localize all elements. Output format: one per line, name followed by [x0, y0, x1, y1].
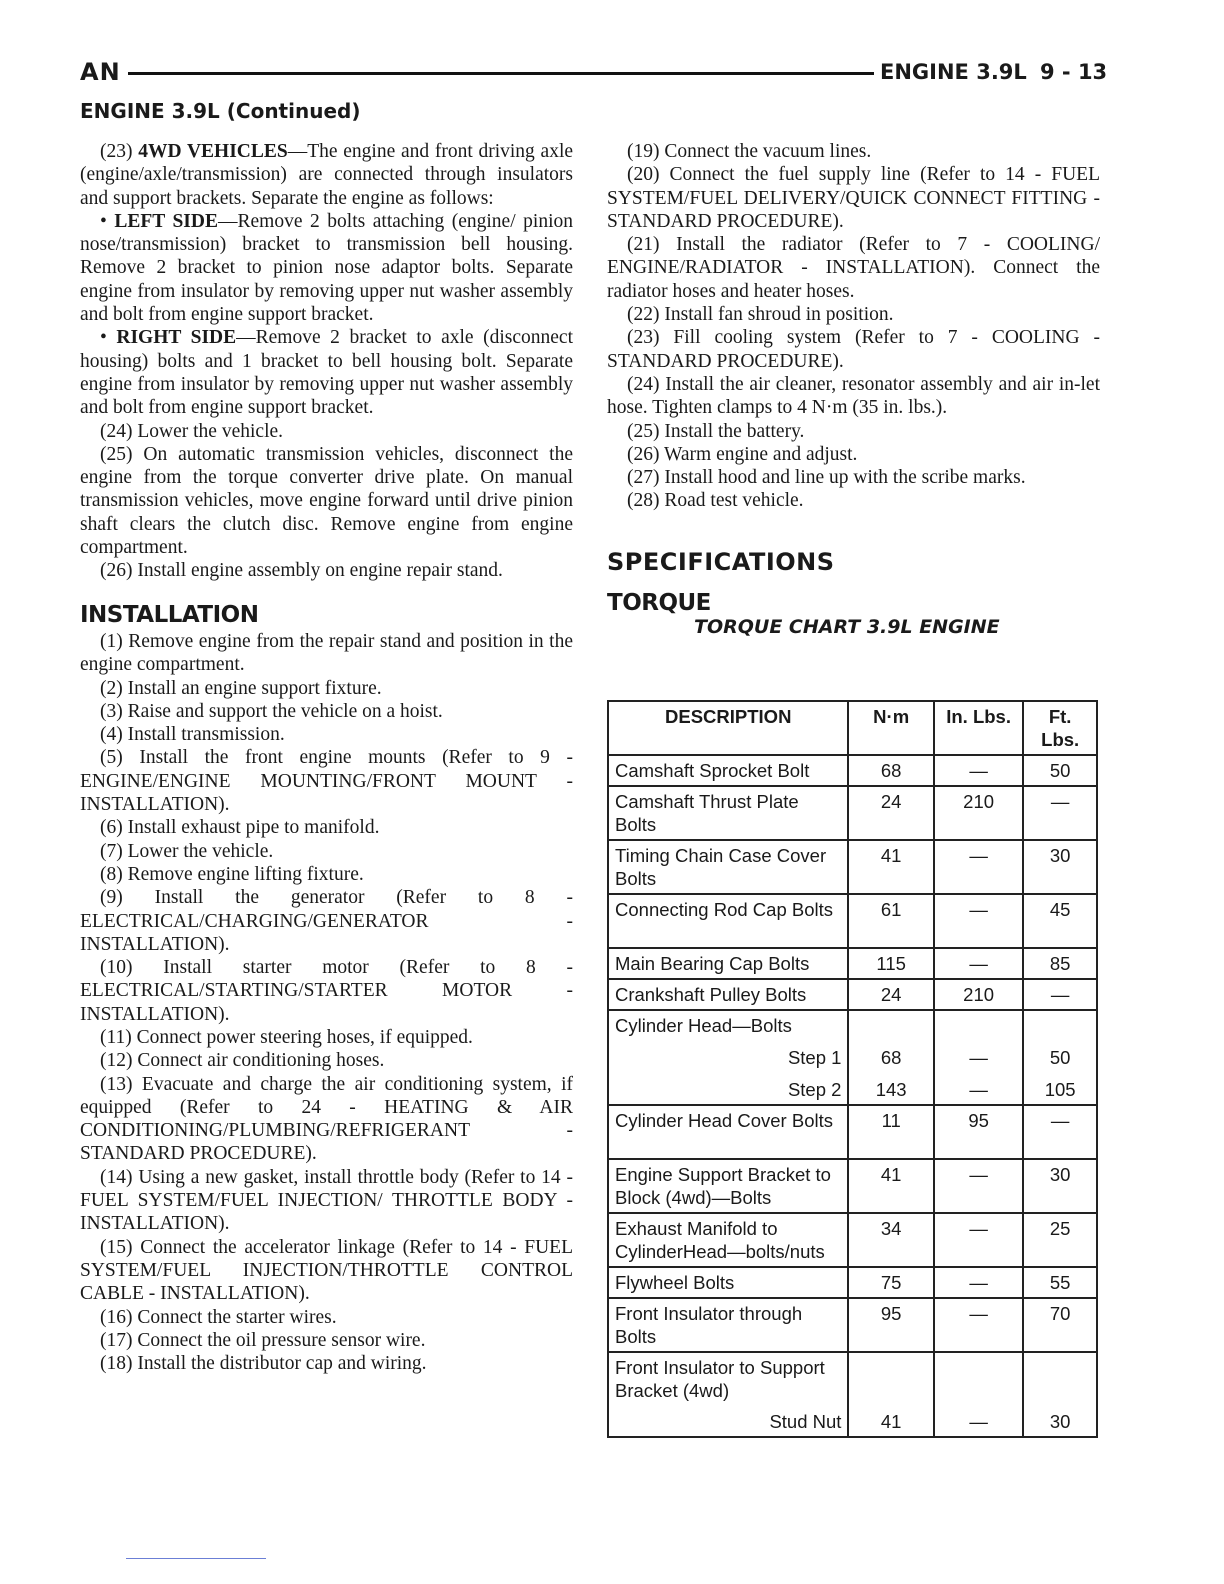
- removal-step: (26) Install engine assembly on engine repair stand.: [100, 560, 503, 582]
- cell-description: Camshaft Thrust Plate Bolts: [608, 786, 848, 840]
- cell-nm: 61: [848, 894, 933, 948]
- cell-description: Cylinder Head Cover Bolts: [608, 1105, 848, 1159]
- header-rule: [128, 72, 874, 75]
- cell-ft-lbs: —: [1023, 786, 1097, 840]
- section-title: ENGINE 3.9L (Continued): [80, 99, 361, 123]
- installation-step: (24) Install the air cleaner, resonator assembly and air in-let hose. Tighten clamps to 4 N·m (35 in. lbs.).: [607, 373, 1100, 419]
- installation-step: (10) Install starter motor (Refer to 8 - ELECTRICAL/STARTING/STARTER MOTOR - INSTALLATION).: [80, 957, 573, 1025]
- installation-step: (14) Using a new gasket, install throttle body (Refer to 14 - FUEL SYSTEM/FUEL INJECTION/ THROTTLE BODY - INSTALLATION).: [80, 1166, 574, 1235]
- removal-step: (24) Lower the vehicle.: [100, 420, 284, 442]
- table-row: [608, 1105, 1097, 1159]
- front-insulator-label: Front Insulator to Support Bracket (4wd): [615, 1357, 825, 1401]
- cell-nm: 24: [848, 786, 933, 840]
- table-row: [608, 979, 1097, 1010]
- cell-nm: 11: [848, 1105, 933, 1159]
- col-header-nm: N·m: [848, 701, 933, 755]
- table-row: [608, 894, 1097, 948]
- step-value: 68: [880, 1047, 902, 1068]
- installation-step: (2) Install an engine support fixture.: [100, 677, 382, 699]
- table-row: [608, 1352, 1097, 1437]
- cell-in-lbs: 210: [934, 979, 1023, 1010]
- step-value: 50: [1049, 1047, 1071, 1068]
- cell-nm: 115: [848, 948, 933, 979]
- header-title: ENGINE 3.9L: [880, 60, 1027, 84]
- col-header-in-lbs: In. Lbs.: [934, 701, 1023, 755]
- cell-ft-lbs: 25: [1023, 1213, 1097, 1267]
- cell-in-lbs: [934, 1010, 1023, 1105]
- cell-description: [608, 1352, 848, 1437]
- installation-step: (19) Connect the vacuum lines.: [627, 141, 872, 162]
- installation-step: (12) Connect air conditioning hoses.: [100, 1050, 385, 1072]
- cell-description: Flywheel Bolts: [608, 1267, 848, 1298]
- installation-step: (27) Install hood and line up with the scribe marks.: [627, 467, 1026, 489]
- table-row: [608, 755, 1097, 786]
- cell-ft-lbs: 55: [1023, 1267, 1097, 1298]
- cell-ft-lbs: —: [1023, 979, 1097, 1010]
- cell-in-lbs: 210: [934, 786, 1023, 840]
- removal-step: (23) 4WD VEHICLES—The engine and front driving axle (engine/axle/transmission) are connected through insulators and support brackets. Separate the engine as follows:: [80, 141, 574, 209]
- installation-step: (21) Install the radiator (Refer to 7 - COOLING/ ENGINE/RADIATOR - INSTALLATION). Connect the radiator hoses and heater hoses.: [607, 234, 1100, 302]
- cell-ft-lbs: 70: [1023, 1298, 1097, 1352]
- cell-in-lbs: —: [934, 1267, 1023, 1298]
- removal-bullet: • LEFT SIDE—Remove 2 bolts attaching (engine/ pinion nose/transmission) bracket to transmission bell housing. Remove 2 bracket to pinion nose adaptor bolts. Separate engine from insulator by removing upper nut washer assembly and bolt from engine support bracket.: [80, 210, 573, 326]
- table-row: [608, 1267, 1097, 1298]
- cell-description: Exhaust Manifold to CylinderHead—bolts/nuts: [608, 1213, 848, 1267]
- cell-ft-lbs: 30: [1023, 1352, 1097, 1437]
- cell-description: Front Insulator through Bolts: [608, 1298, 848, 1352]
- cell-ft-lbs: 45: [1023, 894, 1097, 948]
- cell-description: Crankshaft Pulley Bolts: [608, 979, 848, 1010]
- cell-in-lbs: —: [934, 948, 1023, 979]
- torque-table: [607, 700, 1098, 1438]
- col-header-ft-lbs: Ft. Lbs.: [1023, 701, 1097, 755]
- removal-bullet: • RIGHT SIDE—Remove 2 bracket to axle (disconnect housing) bolts and 1 bracket to bell housing bolt. Separate engine from insulator by removing upper nut washer assembly and bolt from engine support bracket.: [80, 327, 574, 419]
- torque-chart-title: TORQUE CHART 3.9L ENGINE: [694, 616, 1000, 639]
- step-label: Step 1: [787, 1047, 842, 1068]
- installation-step: (11) Connect power steering hoses, if equipped.: [100, 1026, 473, 1048]
- installation-step: (18) Install the distributor cap and wiring.: [100, 1353, 427, 1375]
- cell-nm: 68: [848, 755, 933, 786]
- cell-nm: 41: [848, 1352, 933, 1437]
- table-header-row: [608, 701, 1097, 755]
- installation-step: (25) Install the battery.: [627, 420, 805, 442]
- installation-step: (15) Connect the accelerator linkage (Refer to 14 - FUEL SYSTEM/FUEL INJECTION/THROTTLE CONTROL CABLE - INSTALLATION).: [80, 1236, 574, 1305]
- table-row: [608, 948, 1097, 979]
- page-number: 9 - 13: [1040, 60, 1108, 84]
- specifications-heading: SPECIFICATIONS: [607, 547, 835, 576]
- left-column: [80, 140, 573, 1375]
- installation-step: (6) Install exhaust pipe to manifold.: [100, 817, 380, 839]
- installation-step: (3) Raise and support the vehicle on a hoist.: [100, 700, 443, 722]
- step-label: Step 2: [787, 1079, 842, 1100]
- cell-ft-lbs: 85: [1023, 948, 1097, 979]
- installation-step: (20) Connect the fuel supply line (Refer to 14 - FUEL SYSTEM/FUEL DELIVERY/QUICK CONNECT FITTING - STANDARD PROCEDURE).: [607, 164, 1100, 232]
- installation-step: (23) Fill cooling system (Refer to 7 - COOLING - STANDARD PROCEDURE).: [607, 327, 1100, 372]
- installation-step: (16) Connect the starter wires.: [100, 1306, 337, 1328]
- table-row: [608, 1010, 1097, 1105]
- installation-step: (9) Install the generator (Refer to 8 - ELECTRICAL/CHARGING/GENERATOR - INSTALLATION).: [80, 887, 573, 955]
- cell-description: Engine Support Bracket to Block (4wd)—Bolts: [608, 1159, 848, 1213]
- torque-heading: TORQUE: [607, 590, 711, 617]
- cell-nm: 24: [848, 979, 933, 1010]
- table-row: [608, 1159, 1097, 1213]
- cell-description: [608, 1010, 848, 1105]
- table-row: [608, 1213, 1097, 1267]
- cell-nm: 41: [848, 840, 933, 894]
- cell-nm: [848, 1010, 933, 1105]
- cell-nm: 34: [848, 1213, 933, 1267]
- header-section-code: AN: [80, 58, 121, 86]
- cell-in-lbs: —: [934, 1213, 1023, 1267]
- cell-in-lbs: —: [934, 840, 1023, 894]
- table-row: [608, 786, 1097, 840]
- cell-in-lbs: —: [934, 1159, 1023, 1213]
- installation-step: (7) Lower the vehicle.: [100, 840, 274, 862]
- table-row: [608, 1298, 1097, 1352]
- cell-in-lbs: —: [934, 1352, 1023, 1437]
- footer-rule: [126, 1558, 266, 1559]
- installation-step: (4) Install transmission.: [100, 724, 285, 746]
- cell-ft-lbs: 30: [1023, 1159, 1097, 1213]
- installation-step: (8) Remove engine lifting fixture.: [100, 863, 364, 885]
- stud-nut-label: Stud Nut: [769, 1411, 842, 1432]
- cell-nm: 95: [848, 1298, 933, 1352]
- table-row: [608, 840, 1097, 894]
- cell-description: Connecting Rod Cap Bolts: [608, 894, 848, 948]
- installation-step: (28) Road test vehicle.: [627, 490, 804, 512]
- col-header-description: DESCRIPTION: [608, 701, 848, 755]
- right-column: [607, 140, 1100, 640]
- step-value: —: [969, 1079, 988, 1100]
- installation-step: (13) Evacuate and charge the air conditioning system, if equipped (Refer to 24 - HEATING & AIR CONDITIONING/PLUMBING/REFRIGERANT - STANDARD PROCEDURE).: [80, 1073, 573, 1165]
- cell-description: Camshaft Sprocket Bolt: [608, 755, 848, 786]
- cell-description: Timing Chain Case Cover Bolts: [608, 840, 848, 894]
- cell-in-lbs: —: [934, 1298, 1023, 1352]
- installation-step: (22) Install fan shroud in position.: [627, 304, 894, 326]
- cell-in-lbs: 95: [934, 1105, 1023, 1159]
- cell-description: Main Bearing Cap Bolts: [608, 948, 848, 979]
- cell-in-lbs: —: [934, 894, 1023, 948]
- cell-ft-lbs: 50: [1023, 755, 1097, 786]
- cell-ft-lbs: 30: [1023, 840, 1097, 894]
- cell-nm: 75: [848, 1267, 933, 1298]
- step-value: —: [969, 1047, 988, 1068]
- installation-step: (1) Remove engine from the repair stand and position in the engine compartment.: [80, 630, 573, 676]
- cell-ft-lbs: —: [1023, 1105, 1097, 1159]
- cylinder-head-label: Cylinder Head—Bolts: [615, 1015, 792, 1036]
- step-value: 105: [1044, 1079, 1076, 1100]
- installation-step: (26) Warm engine and adjust.: [627, 443, 858, 465]
- installation-step: (5) Install the front engine mounts (Refer to 9 - ENGINE/ENGINE MOUNTING/FRONT MOUNT - INSTALLATION).: [80, 747, 573, 816]
- installation-heading: INSTALLATION: [80, 601, 259, 628]
- removal-step: (25) On automatic transmission vehicles, disconnect the engine from the torque converter drive plate. On manual transmission vehicles, move engine forward until drive pinion shaft clears the clutch disc. Remove engine from engine compartment.: [80, 443, 574, 559]
- cell-nm: 41: [848, 1159, 933, 1213]
- step-value: 143: [875, 1079, 907, 1100]
- installation-step: (17) Connect the oil pressure sensor wire.: [100, 1329, 426, 1351]
- cell-ft-lbs: [1023, 1010, 1097, 1105]
- cell-in-lbs: —: [934, 755, 1023, 786]
